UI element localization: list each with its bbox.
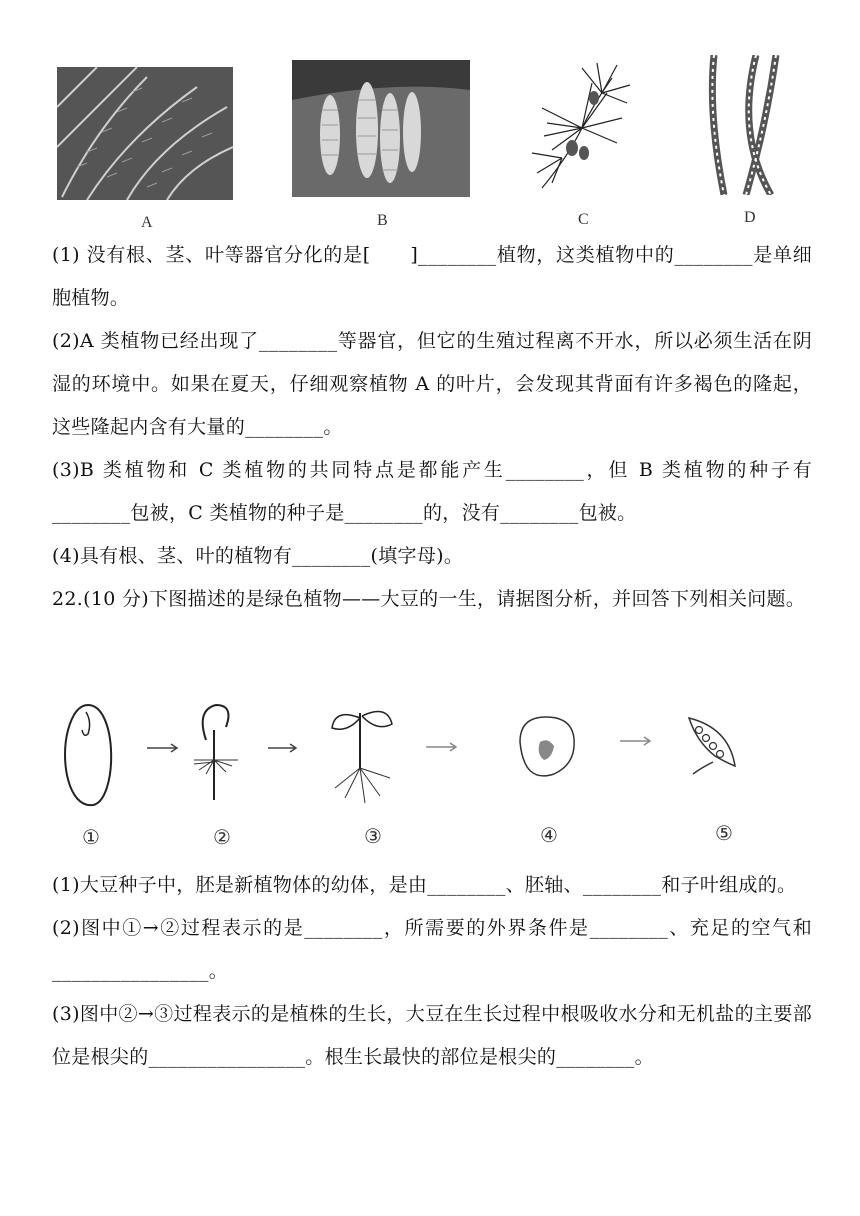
- catkin-photo: [292, 60, 470, 197]
- arrow-4: [618, 735, 654, 747]
- question-22-part-3: (3)图中②→③过程表示的是植株的生长，大豆在生长过程中根吸收水分和无机盐的主要部位是根尖的________________。根生长最快的部位是根尖的________。: [52, 1003, 812, 1068]
- young-plant-drawing: [322, 698, 402, 808]
- figure-label-b: B: [377, 212, 388, 229]
- figure-label-d: D: [744, 209, 756, 226]
- question-21-part-1: (1) 没有根、茎、叶等器官分化的是[ ]________植物，这类植物中的________是单细胞植物。: [52, 244, 812, 309]
- spirogyra-drawing: [696, 55, 796, 195]
- question-21-block: [52, 234, 812, 621]
- stage-label-5: ⑤: [715, 821, 733, 845]
- stage-label-2: ②: [213, 825, 231, 849]
- question-22-stem: 22.(10 分)下图描述的是绿色植物——大豆的一生，请据图分析，并回答下列相关问题。: [52, 588, 806, 610]
- fern-photo: [57, 67, 233, 200]
- question-22-part-2: (2)图中①→②过程表示的是________，所需要的外界条件是________、充足的空气和________________。: [52, 917, 812, 982]
- arrow-2: [266, 742, 300, 754]
- germinating-seedling-drawing: [186, 700, 246, 810]
- figure-label-c: C: [578, 211, 589, 228]
- arrow-3: [424, 741, 460, 753]
- arrow-1: [145, 742, 181, 754]
- seed-drawing: [58, 700, 123, 810]
- question-21-part-2: (2)A 类植物已经出现了________等器官，但它的生殖过程离不开水，所以必须生活在阴湿的环境中。如果在夏天，仔细观察植物 A 的叶片，会发现其背面有许多褐色的隆起，这些隆起内含有大量的________。: [52, 330, 812, 438]
- question-21-part-4: (4)具有根、茎、叶的植物有________(填字母)。: [52, 545, 464, 567]
- flower-drawing: [510, 712, 582, 784]
- figure-label-a: A: [141, 214, 153, 231]
- pine-branch-drawing: [522, 58, 632, 196]
- pod-drawing: [683, 712, 743, 778]
- stage-label-4: ④: [540, 823, 558, 847]
- question-22-block: [52, 864, 812, 1079]
- question-22-part-1: (1)大豆种子中，胚是新植物体的幼体，是由________、胚轴、________和子叶组成的。: [52, 874, 797, 896]
- stage-label-3: ③: [364, 824, 382, 848]
- stage-label-1: ①: [82, 825, 100, 849]
- question-21-part-3: (3)B 类植物和 C 类植物的共同特点是都能产生________，但 B 类植物的种子有________包被，C 类植物的种子是________的，没有________包被。: [52, 459, 812, 524]
